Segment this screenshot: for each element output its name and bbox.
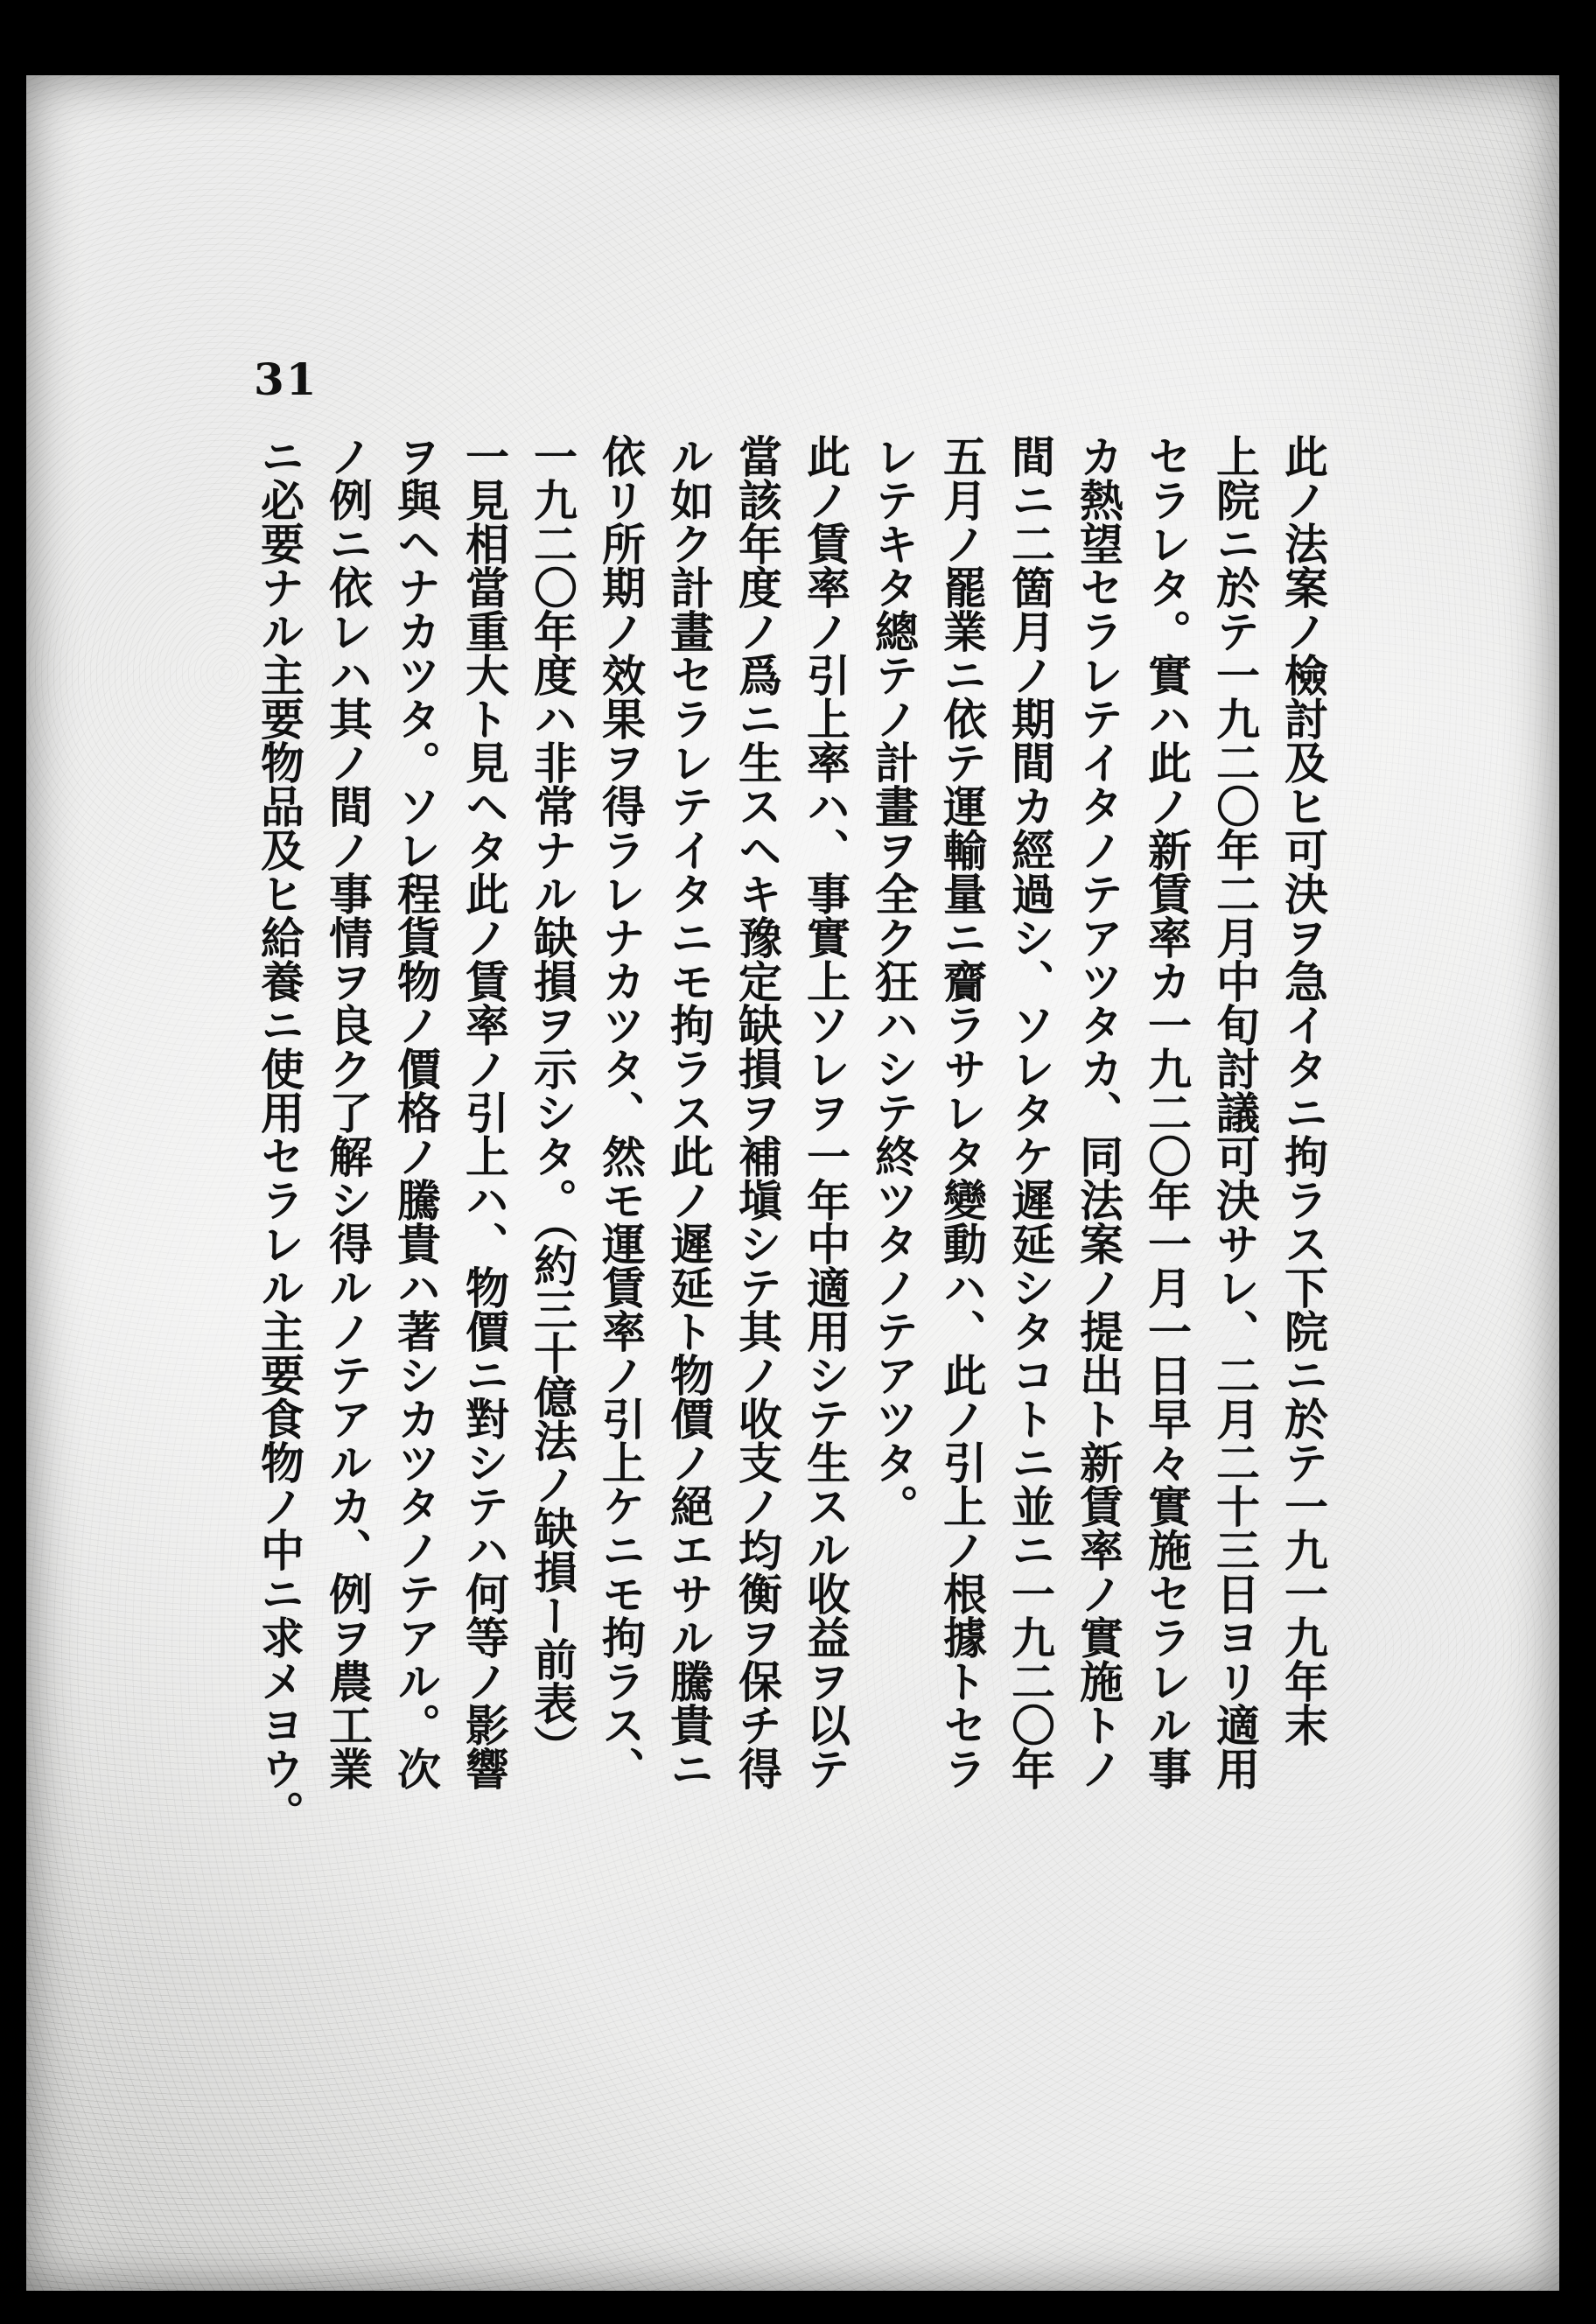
document-page [26,75,1559,2291]
text-column-16: ニ必要ナル主要物品及ヒ給養ニ使用セラレル主要食物ノ中ニ求メヨウ。 [254,434,304,1834]
text-column-4: カ熱望セラレテイタノテアツタカ、同法案ノ提出ト新賃率ノ實施トノ [1073,434,1124,1790]
text-column-13: 一見相當重大ト見ヘタ此ノ賃率ノ引上ハ、物價ニ對シテハ何等ノ影響 [458,434,509,1790]
text-column-15: ノ例ニ依レハ其ノ間ノ事情ヲ良ク了解シ得ルノテアルカ、例ヲ農工業 [322,434,373,1790]
text-column-14: ヲ與ヘナカツタ。ソレ程貨物ノ價格ノ騰貴ハ著シカツタノテアル。次 [390,434,441,1790]
text-column-7: レテキタ總テノ計畫ヲ全ク狂ハシテ終ツタノテアツタ。 [868,434,919,1528]
text-column-2: 上院ニ於テ一九二〇年二月中旬討議可決サレ、二月二十三日ヨリ適用 [1209,434,1260,1790]
text-column-3: セラレタ。實ハ此ノ新賃率カ一九二〇年一月一日早々實施セラレル事 [1141,434,1192,1790]
page-number: 31 [254,354,318,405]
text-column-11: 依リ所期ノ效果ヲ得ラレナカツタ、然モ運賃率ノ引上ケニモ拘ラス、 [595,434,646,1790]
text-column-1: 此ノ法案ノ檢討及ヒ可決ヲ急イタニ拘ラス下院ニ於テ一九一九年末 [1278,434,1328,1746]
text-column-8: 此ノ賃率ノ引上率ハ、事實上ソレヲ一年中適用シテ生スル收益ヲ以テ [800,434,850,1790]
text-column-9: 當該年度ノ爲ニ生スヘキ豫定缺損ヲ補塡シテ其ノ收支ノ均衡ヲ保チ得 [732,434,782,1790]
text-column-10: ル如ク計畫セラレテイタニモ拘ラス此ノ遲延ト物價ノ絕エサル騰貴ニ [663,434,714,1790]
text-column-5: 間ニ二箇月ノ期間カ經過シ、ソレタケ遲延シタコトニ並ニ一九二〇年 [1004,434,1055,1790]
text-column-6: 五月ノ罷業ニ依テ運輸量ニ齎ラサレタ變動ハ、此ノ引上ノ根據トセラ [936,434,987,1790]
text-column-12: 一九二〇年度ハ非常ナル缺損ヲ示シタ。（約三十億法ノ缺損ー前表） [527,434,578,1768]
